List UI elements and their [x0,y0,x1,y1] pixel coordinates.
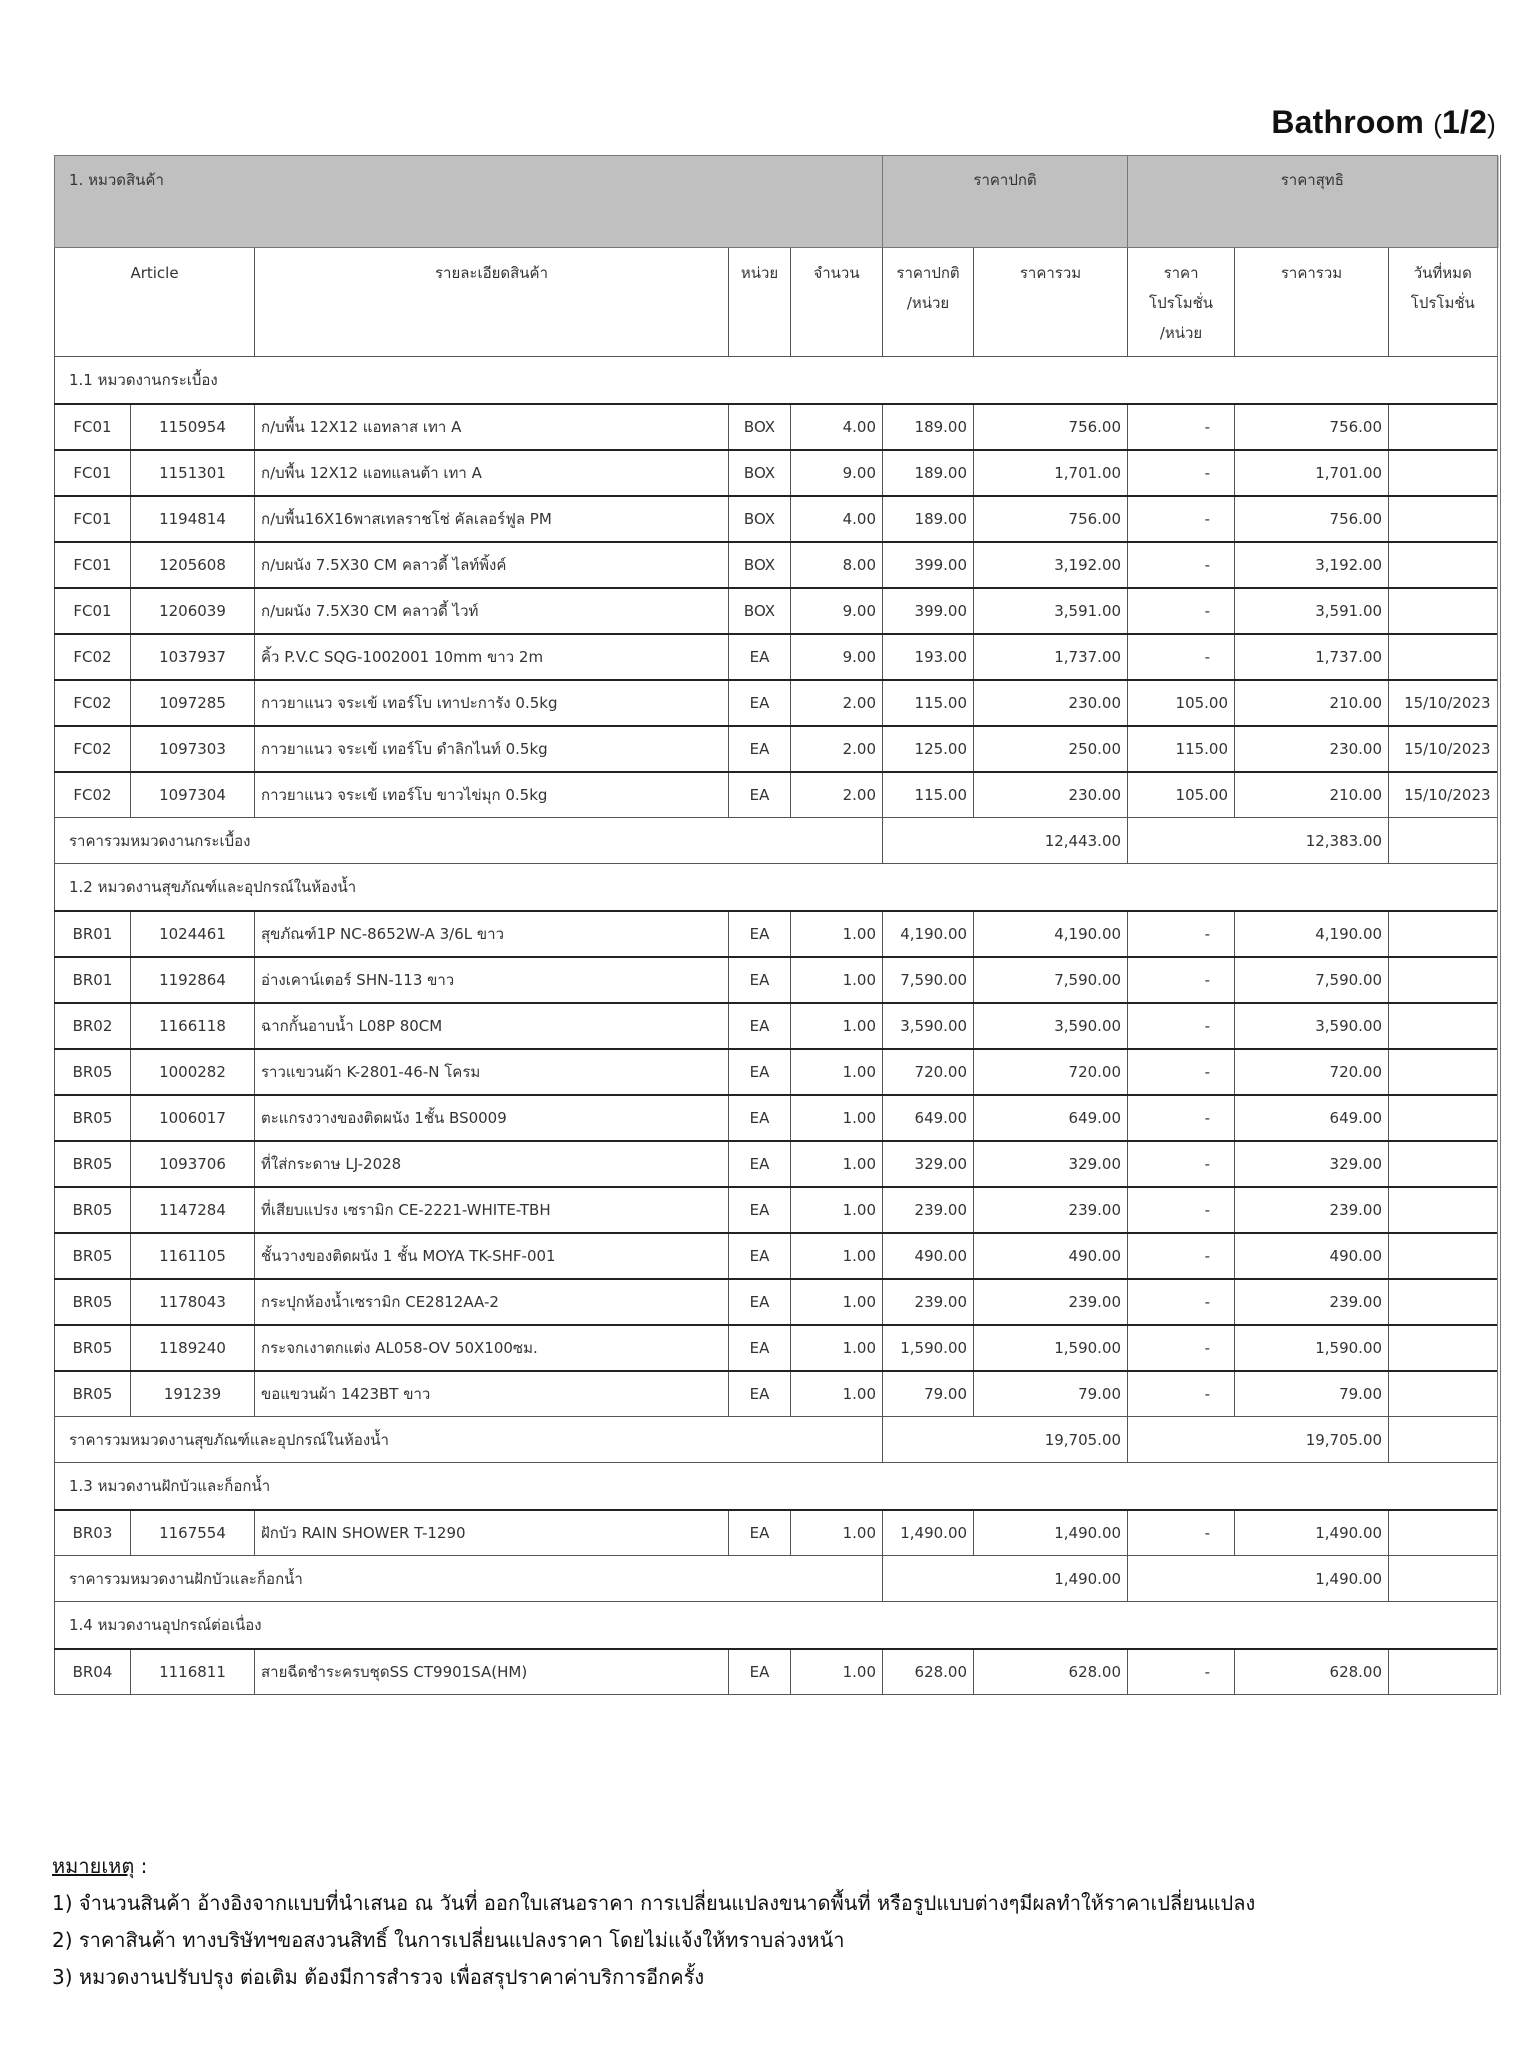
cell-total: 230.00 [974,772,1128,818]
cell-description: กระปุกห้องน้ำเซรามิก CE2812AA-2 [255,1279,729,1325]
note-line: 3) หมวดงานปรับปรุง ต่อเติม ต้องมีการสำรวจ เพื่อสรุปราคาค่าบริการอีกครั้ง [52,1965,705,1989]
cell-qty: 2.00 [791,772,883,818]
cell-net-total: 3,192.00 [1235,542,1389,588]
cell-qty: 1.00 [791,911,883,957]
cell-qty: 1.00 [791,957,883,1003]
subtotal-net: 1,490.00 [1128,1556,1389,1602]
cell-group: BR05 [55,1325,131,1371]
cell-unit-price: 329.00 [883,1141,974,1187]
cell-group: BR05 [55,1371,131,1417]
cell-promo-price: - [1128,1279,1235,1325]
cell-unit: EA [729,1279,791,1325]
cell-description: กาวยาแนว จระเข้ เทอร์โบ เทาปะการัง 0.5kg [255,680,729,726]
title-main: Bathroom [1271,104,1425,140]
cell-unit-price: 628.00 [883,1649,974,1695]
cell-unit-price: 79.00 [883,1371,974,1417]
col-net-total: ราคารวม [1235,248,1389,357]
cell-net-total: 756.00 [1235,496,1389,542]
cell-net-total: 210.00 [1235,680,1389,726]
subtotal-net: 19,705.00 [1128,1417,1389,1463]
table-row [55,1371,1499,1417]
cell-total: 3,192.00 [974,542,1128,588]
cell-unit: EA [729,726,791,772]
cell-promo-price: 115.00 [1128,726,1235,772]
cell-description: ฉากกั้นอาบน้ำ L08P 80CM [255,1003,729,1049]
subtotal-row [55,1417,1499,1463]
cell-net-total: 1,490.00 [1235,1510,1389,1556]
cell-net-total: 79.00 [1235,1371,1389,1417]
cell-unit: EA [729,1510,791,1556]
cell-group: FC01 [55,496,131,542]
cell-description: ราวแขวนผ้า K-2801-46-N โครม [255,1049,729,1095]
cell-code: 1093706 [131,1141,255,1187]
subtotal-regular: 19,705.00 [883,1417,1128,1463]
cell-promo-end [1389,496,1499,542]
cell-total: 649.00 [974,1095,1128,1141]
cell-net-total: 490.00 [1235,1233,1389,1279]
cell-net-total: 720.00 [1235,1049,1389,1095]
cell-unit-price: 193.00 [883,634,974,680]
cell-unit-price: 1,490.00 [883,1510,974,1556]
cell-unit-price: 4,190.00 [883,911,974,957]
table-row [55,1325,1499,1371]
note-line: 2) ราคาสินค้า ทางบริษัทฯขอสงวนสิทธิ์ ในการเปลี่ยนแปลงราคา โดยไม่แจ้งให้ทราบล่วงหน้า [52,1928,845,1952]
cell-group: BR05 [55,1141,131,1187]
cell-promo-end [1389,404,1499,450]
cell-net-total: 756.00 [1235,404,1389,450]
cell-unit: EA [729,772,791,818]
cell-code: 1205608 [131,542,255,588]
cell-unit-price: 189.00 [883,404,974,450]
cell-unit-price: 239.00 [883,1187,974,1233]
cell-code: 1147284 [131,1187,255,1233]
cell-promo-price: - [1128,1095,1235,1141]
cell-net-total: 4,190.00 [1235,911,1389,957]
subtotal-empty [1389,1417,1499,1463]
cell-promo-end [1389,542,1499,588]
cell-unit-price: 239.00 [883,1279,974,1325]
table-row [55,1141,1499,1187]
table-row [55,1049,1499,1095]
col-unit: หน่วย [729,248,791,357]
cell-code: 1150954 [131,404,255,450]
cell-qty: 9.00 [791,634,883,680]
cell-net-total: 628.00 [1235,1649,1389,1695]
cell-promo-price: - [1128,588,1235,634]
cell-total: 3,590.00 [974,1003,1128,1049]
cell-unit: EA [729,1649,791,1695]
cell-net-total: 239.00 [1235,1187,1389,1233]
cell-description: กาวยาแนว จระเข้ เทอร์โบ ดำลิกไนท์ 0.5kg [255,726,729,772]
cell-total: 628.00 [974,1649,1128,1695]
cell-qty: 1.00 [791,1141,883,1187]
cell-code: 1097304 [131,772,255,818]
cell-group: BR04 [55,1649,131,1695]
cell-promo-price: - [1128,957,1235,1003]
cell-code: 1151301 [131,450,255,496]
cell-qty: 1.00 [791,1649,883,1695]
cell-unit: BOX [729,450,791,496]
cell-qty: 2.00 [791,726,883,772]
cell-total: 756.00 [974,404,1128,450]
cell-description: กระจกเงาตกแต่ง AL058-OV 50X100ซม. [255,1325,729,1371]
cell-promo-price: - [1128,1371,1235,1417]
cell-qty: 1.00 [791,1371,883,1417]
cell-total: 329.00 [974,1141,1128,1187]
cell-unit: EA [729,1325,791,1371]
cell-qty: 1.00 [791,1325,883,1371]
cell-promo-price: - [1128,404,1235,450]
cell-code: 1006017 [131,1095,255,1141]
cell-unit-price: 649.00 [883,1095,974,1141]
cell-net-total: 210.00 [1235,772,1389,818]
table-row [55,404,1499,450]
cell-unit-price: 399.00 [883,588,974,634]
cell-group: FC02 [55,772,131,818]
cell-group: BR01 [55,911,131,957]
cell-qty: 1.00 [791,1095,883,1141]
cell-unit-price: 1,590.00 [883,1325,974,1371]
section-row [55,1602,1499,1649]
cell-total: 756.00 [974,496,1128,542]
cell-unit-price: 399.00 [883,542,974,588]
category-header: 1. หมวดสินค้า [55,156,883,248]
cell-net-total: 1,590.00 [1235,1325,1389,1371]
cell-description: ชั้นวางของติดผนัง 1 ชั้น MOYA TK-SHF-001 [255,1233,729,1279]
notes-heading: หมายเหตุ [52,1854,135,1878]
cell-description: ก/บผนัง 7.5X30 CM คลาวดี้ ไวท์ [255,588,729,634]
cell-promo-price: - [1128,1649,1235,1695]
cell-promo-end [1389,1141,1499,1187]
cell-code: 1194814 [131,496,255,542]
cell-total: 3,591.00 [974,588,1128,634]
cell-unit: EA [729,680,791,726]
cell-qty: 1.00 [791,1003,883,1049]
cell-promo-price: - [1128,450,1235,496]
subtotal-row [55,1556,1499,1602]
cell-net-total: 3,590.00 [1235,1003,1389,1049]
table-row [55,1003,1499,1049]
table-row [55,1095,1499,1141]
col-qty: จำนวน [791,248,883,357]
cell-description: ก/บพื้น 12X12 แอทลาส เทา A [255,404,729,450]
cell-promo-end [1389,1233,1499,1279]
cell-unit: EA [729,1233,791,1279]
cell-net-total: 3,591.00 [1235,588,1389,634]
cell-description: กาวยาแนว จระเข้ เทอร์โบ ขาวไข่มุก 0.5kg [255,772,729,818]
cell-promo-end: 15/10/2023 [1389,726,1499,772]
cell-promo-price: - [1128,1003,1235,1049]
cell-group: BR03 [55,1510,131,1556]
cell-qty: 1.00 [791,1187,883,1233]
column-header-row [55,248,1499,357]
cell-promo-end [1389,450,1499,496]
cell-promo-price: - [1128,1187,1235,1233]
cell-total: 490.00 [974,1233,1128,1279]
cell-code: 1037937 [131,634,255,680]
cell-unit-price: 125.00 [883,726,974,772]
cell-unit-price: 490.00 [883,1233,974,1279]
cell-code: 1116811 [131,1649,255,1695]
cell-promo-price: - [1128,1510,1235,1556]
cell-promo-end [1389,1279,1499,1325]
cell-qty: 2.00 [791,680,883,726]
cell-qty: 4.00 [791,496,883,542]
cell-unit: EA [729,1141,791,1187]
cell-unit: EA [729,1003,791,1049]
cell-unit: BOX [729,404,791,450]
cell-promo-price: 105.00 [1128,772,1235,818]
cell-promo-end: 15/10/2023 [1389,680,1499,726]
table-row [55,450,1499,496]
cell-description: ก/บพื้น16X16พาสเทลราชโช่ คัลเลอร์ฟูล PM [255,496,729,542]
table-row [55,772,1499,818]
subtotal-empty [1389,1556,1499,1602]
cell-group: FC01 [55,450,131,496]
cell-total: 230.00 [974,680,1128,726]
cell-description: ตะแกรงวางของติดผนัง 1ชั้น BS0009 [255,1095,729,1141]
cell-promo-end [1389,1095,1499,1141]
cell-code: 1167554 [131,1510,255,1556]
table-row [55,588,1499,634]
cell-code: 1189240 [131,1325,255,1371]
cell-net-total: 1,701.00 [1235,450,1389,496]
cell-group: FC02 [55,634,131,680]
cell-group: FC01 [55,588,131,634]
table-row [55,1233,1499,1279]
cell-code: 1178043 [131,1279,255,1325]
col-description: รายละเอียดสินค้า [255,248,729,357]
cell-unit: BOX [729,588,791,634]
table-row [55,680,1499,726]
col-unit-price: ราคาปกติ /หน่วย [883,248,974,357]
cell-qty: 9.00 [791,588,883,634]
cell-promo-price: - [1128,496,1235,542]
section-row [55,357,1499,404]
cell-unit: EA [729,1187,791,1233]
cell-total: 1,590.00 [974,1325,1128,1371]
col-promo-end: วันที่หมด โปรโมชั่น [1389,248,1499,357]
cell-group: BR01 [55,957,131,1003]
cell-code: 191239 [131,1371,255,1417]
cell-description: อ่างเคาน์เตอร์ SHN-113 ขาว [255,957,729,1003]
cell-unit: BOX [729,542,791,588]
cell-group: FC01 [55,542,131,588]
notes: หมายเหตุ : 1) จำนวนสินค้า อ้างอิงจากแบบที่นำเสนอ ณ วันที่ ออกใบเสนอราคา การเปลี่ยนแปลงขนาดพื้นที่ หรือรูปแบบต่างๆมีผลทำให้ราคาเปลี่ยนแปลง 2) ราคาสินค้า ทางบริษัทฯขอสงวนสิทธิ์ ในการเปลี่ยนแปลงราคา โดยไม่แจ้งให้ทราบล่วงหน้า 3) หมวดงานปรับปรุง ต่อเติม ต้องมีการสำรวจ เพื่อสรุปราคาค่าบริการอีกครั้ง [52,1848,1255,1996]
cell-group: BR05 [55,1233,131,1279]
cell-unit: BOX [729,496,791,542]
cell-unit-price: 115.00 [883,680,974,726]
section-row [55,864,1499,911]
cell-description: ที่เสียบแปรง เซรามิก CE-2221-WHITE-TBH [255,1187,729,1233]
cell-code: 1192864 [131,957,255,1003]
cell-total: 79.00 [974,1371,1128,1417]
section-title: 1.4 หมวดงานอุปกรณ์ต่อเนื่อง [55,1602,1499,1649]
cell-promo-end [1389,957,1499,1003]
cell-code: 1097303 [131,726,255,772]
cell-qty: 1.00 [791,1049,883,1095]
cell-total: 1,490.00 [974,1510,1128,1556]
cell-net-total: 239.00 [1235,1279,1389,1325]
cell-group: FC02 [55,726,131,772]
section-title: 1.3 หมวดงานฝักบัวและก็อกน้ำ [55,1463,1499,1510]
subtotal-empty [1389,818,1499,864]
cell-unit: EA [729,634,791,680]
cell-code: 1206039 [131,588,255,634]
table-row [55,1279,1499,1325]
cell-promo-end [1389,1049,1499,1095]
col-article: Article [55,248,255,357]
cell-unit: EA [729,957,791,1003]
cell-unit-price: 7,590.00 [883,957,974,1003]
table-body [55,357,1499,1695]
col-total: ราคารวม [974,248,1128,357]
cell-promo-end [1389,1649,1499,1695]
cell-promo-price: 105.00 [1128,680,1235,726]
cell-net-total: 230.00 [1235,726,1389,772]
subtotal-regular: 1,490.00 [883,1556,1128,1602]
cell-group: BR05 [55,1095,131,1141]
cell-group: BR05 [55,1049,131,1095]
cell-total: 1,737.00 [974,634,1128,680]
section-title: 1.2 หมวดงานสุขภัณฑ์และอุปกรณ์ในห้องน้ำ [55,864,1499,911]
net-price-header: ราคาสุทธิ [1128,156,1499,248]
cell-unit-price: 189.00 [883,496,974,542]
subtotal-net: 12,383.00 [1128,818,1389,864]
cell-group: BR05 [55,1187,131,1233]
cell-unit: EA [729,1095,791,1141]
cell-description: สายฉีดชำระครบชุดSS CT9901SA(HM) [255,1649,729,1695]
cell-total: 250.00 [974,726,1128,772]
cell-promo-end [1389,1371,1499,1417]
quotation-table [54,155,1501,1695]
subtotal-regular: 12,443.00 [883,818,1128,864]
cell-net-total: 7,590.00 [1235,957,1389,1003]
cell-code: 1000282 [131,1049,255,1095]
cell-promo-price: - [1128,1233,1235,1279]
cell-code: 1161105 [131,1233,255,1279]
cell-promo-end [1389,1187,1499,1233]
top-header-row [55,156,1499,248]
cell-code: 1024461 [131,911,255,957]
cell-group: BR05 [55,1279,131,1325]
cell-net-total: 649.00 [1235,1095,1389,1141]
subtotal-row [55,818,1499,864]
cell-unit: EA [729,911,791,957]
cell-total: 239.00 [974,1279,1128,1325]
cell-description: ก/บผนัง 7.5X30 CM คลาวดี้ ไลท์พิ้งค์ [255,542,729,588]
cell-code: 1097285 [131,680,255,726]
section-title: 1.1 หมวดงานกระเบื้อง [55,357,1499,404]
cell-unit-price: 720.00 [883,1049,974,1095]
cell-qty: 8.00 [791,542,883,588]
cell-promo-end: 15/10/2023 [1389,772,1499,818]
cell-group: FC01 [55,404,131,450]
cell-promo-end [1389,1003,1499,1049]
cell-promo-end [1389,634,1499,680]
cell-qty: 1.00 [791,1233,883,1279]
cell-unit: EA [729,1049,791,1095]
table-row [55,496,1499,542]
cell-description: คิ้ว P.V.C SQG-1002001 10mm ขาว 2m [255,634,729,680]
cell-description: ฝักบัว RAIN SHOWER T-1290 [255,1510,729,1556]
cell-promo-price: - [1128,634,1235,680]
cell-net-total: 1,737.00 [1235,634,1389,680]
cell-promo-price: - [1128,911,1235,957]
cell-qty: 1.00 [791,1279,883,1325]
page-title: Bathroom (1/2) [1271,104,1496,140]
cell-total: 4,190.00 [974,911,1128,957]
cell-code: 1166118 [131,1003,255,1049]
cell-promo-price: - [1128,542,1235,588]
cell-description: ก/บพื้น 12X12 แอทแลนต้า เทา A [255,450,729,496]
cell-unit: EA [729,1371,791,1417]
cell-description: ที่ใส่กระดาษ LJ-2028 [255,1141,729,1187]
cell-description: ขอแขวนผ้า 1423BT ขาว [255,1371,729,1417]
cell-qty: 9.00 [791,450,883,496]
cell-promo-price: - [1128,1325,1235,1371]
table-row [55,957,1499,1003]
cell-promo-end [1389,588,1499,634]
cell-qty: 1.00 [791,1510,883,1556]
note-line: 1) จำนวนสินค้า อ้างอิงจากแบบที่นำเสนอ ณ วันที่ ออกใบเสนอราคา การเปลี่ยนแปลงขนาดพื้นที่ หรือรูปแบบต่างๆมีผลทำให้ราคาเปลี่ยนแปลง [52,1891,1256,1915]
table-row [55,1187,1499,1233]
cell-promo-price: - [1128,1049,1235,1095]
title-page: 1/2 [1442,104,1488,140]
cell-total: 239.00 [974,1187,1128,1233]
cell-promo-end [1389,911,1499,957]
col-promo-price: ราคา โปรโมชั่น /หน่วย [1128,248,1235,357]
subtotal-label: ราคารวมหมวดงานฝักบัวและก็อกน้ำ [55,1556,883,1602]
subtotal-label: ราคารวมหมวดงานสุขภัณฑ์และอุปกรณ์ในห้องน้ำ [55,1417,883,1463]
cell-net-total: 329.00 [1235,1141,1389,1187]
cell-promo-end [1389,1325,1499,1371]
subtotal-label: ราคารวมหมวดงานกระเบื้อง [55,818,883,864]
cell-promo-price: - [1128,1141,1235,1187]
table-row [55,1510,1499,1556]
cell-total: 1,701.00 [974,450,1128,496]
table-row [55,726,1499,772]
table-row [55,542,1499,588]
cell-unit-price: 3,590.00 [883,1003,974,1049]
cell-group: FC02 [55,680,131,726]
cell-total: 720.00 [974,1049,1128,1095]
cell-total: 7,590.00 [974,957,1128,1003]
regular-price-header: ราคาปกติ [883,156,1128,248]
cell-group: BR02 [55,1003,131,1049]
table-row [55,1649,1499,1695]
cell-description: สุขภัณฑ์1P NC-8652W-A 3/6L ขาว [255,911,729,957]
table-row [55,911,1499,957]
cell-qty: 4.00 [791,404,883,450]
cell-unit-price: 115.00 [883,772,974,818]
section-row [55,1463,1499,1510]
table-row [55,634,1499,680]
cell-unit-price: 189.00 [883,450,974,496]
cell-promo-end [1389,1510,1499,1556]
